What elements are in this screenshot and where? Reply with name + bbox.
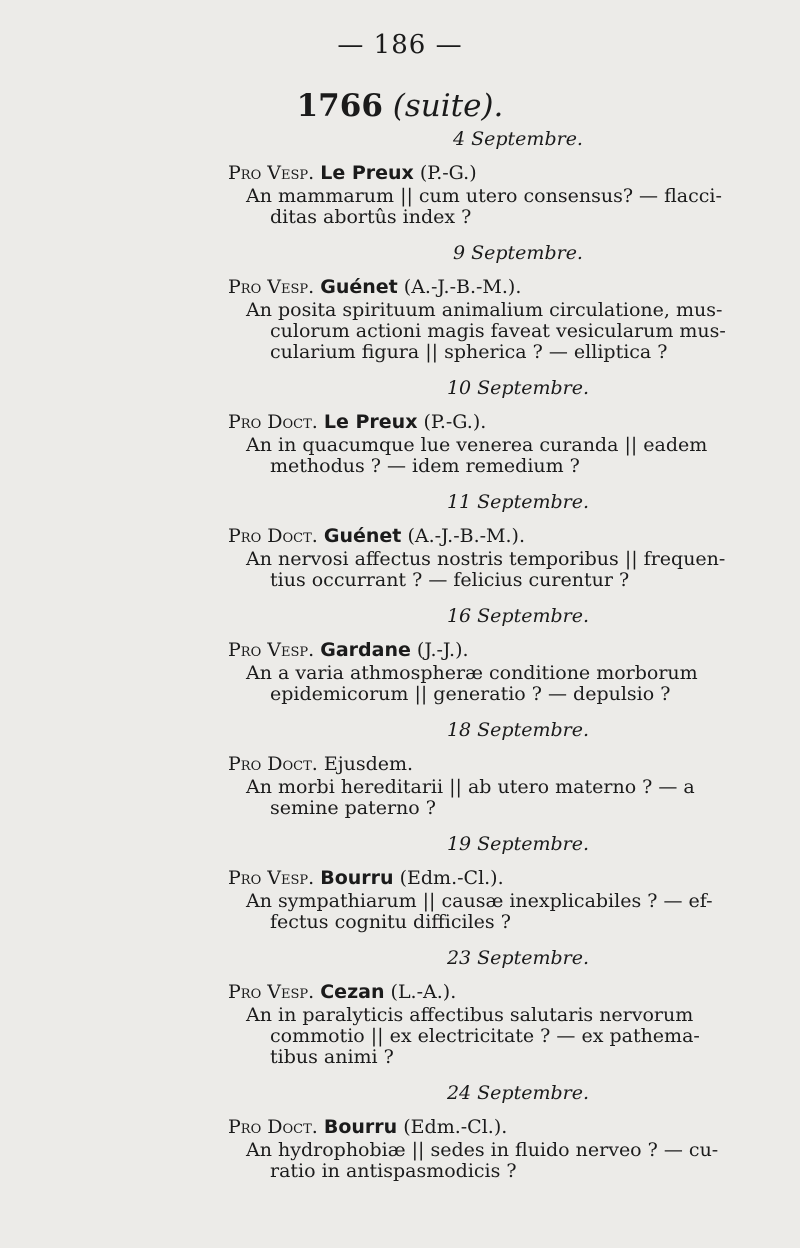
thesis-line: epidemicorum || generatio ? — depulsio ? [270, 683, 671, 705]
entry-date: 23 Septembre. [446, 947, 590, 969]
thesis-line: semine paterno ? [270, 797, 436, 819]
thesis-question [228, 186, 768, 228]
entry-date: 16 Septembre. [446, 605, 590, 627]
thesis-question [228, 549, 768, 591]
entry-date: 24 Septembre. [446, 1082, 590, 1104]
thesis-line: An a varia athmospheræ conditione morborum [246, 662, 698, 684]
thesis-line: An hydrophobiæ || sedes in fluido nerveo ? — cu- [246, 1139, 719, 1161]
candidate-name: Gardane [320, 639, 411, 661]
candidate-name: Le Preux [320, 162, 414, 184]
thesis-entry [228, 491, 768, 591]
thesis-line: An mammarum || cum utero consensus? — flacci- [246, 185, 722, 207]
thesis-line: tius occurrant ? — felicius curentur ? [270, 569, 630, 591]
thesis-entry [228, 833, 768, 933]
degree-label: Pro Vesp. [228, 981, 315, 1003]
thesis-line: fectus cognitu difficiles ? [270, 911, 511, 933]
thesis-question [228, 435, 768, 477]
entry-heading [228, 981, 768, 1003]
thesis-entry [228, 377, 768, 477]
thesis-line: tibus animi ? [270, 1046, 394, 1068]
thesis-line: commotio || ex electricitate ? — ex pathema- [270, 1025, 700, 1047]
entry-date: 9 Septembre. [453, 242, 583, 264]
thesis-list [228, 128, 768, 1196]
thesis-question [228, 1140, 768, 1182]
thesis-entry [228, 947, 768, 1068]
degree-label: Pro Vesp. [228, 867, 315, 889]
candidate-name: Le Preux [323, 411, 418, 433]
candidate-initials: (J.-J.). [416, 639, 469, 661]
degree-label: Pro Vesp. [228, 276, 315, 298]
thesis-line: An in quacumque lue venerea curanda || eadem [246, 434, 708, 456]
thesis-line: An morbi hereditarii || ab utero materno ? — a [246, 776, 695, 798]
entry-heading [228, 1116, 768, 1138]
degree-label: Pro Doct. [228, 1116, 318, 1138]
entry-heading [228, 753, 768, 775]
candidate-name: Bourru [323, 1116, 398, 1138]
degree-label: Pro Doct. [228, 753, 318, 775]
thesis-line: culorum actioni magis faveat vesicularum mus- [270, 320, 726, 342]
thesis-question [228, 891, 768, 933]
thesis-line: ditas abortûs index ? [270, 206, 472, 228]
thesis-line: An sympathiarum || causæ inexplicabiles ? — ef- [246, 890, 713, 912]
thesis-line: An nervosi affectus nostris temporibus || frequen- [246, 548, 726, 570]
entry-heading [228, 867, 768, 889]
year: 1766 [296, 88, 383, 124]
entry-heading [228, 162, 768, 184]
entry-date: 10 Septembre. [446, 377, 590, 399]
candidate-name: Guénet [323, 525, 402, 547]
thesis-entry [228, 1082, 768, 1182]
degree-label: Pro Doct. [228, 525, 318, 547]
thesis-question [228, 1005, 768, 1068]
thesis-line: An posita spirituum animalium circulatione, mus- [246, 299, 723, 321]
entry-date: 18 Septembre. [446, 719, 590, 741]
candidate-name: Cezan [320, 981, 385, 1003]
thesis-entry [228, 605, 768, 705]
entry-heading [228, 276, 768, 298]
degree-label: Pro Vesp. [228, 639, 315, 661]
candidate-initials: (A.-J.-B.-M.). [407, 525, 525, 547]
degree-label: Pro Doct. [228, 411, 318, 433]
thesis-question [228, 777, 768, 819]
thesis-entry [228, 719, 768, 819]
entry-heading [228, 525, 768, 547]
entry-heading [228, 639, 768, 661]
candidate-initials: (P.-G.). [423, 411, 487, 433]
page-number: — 186 — [337, 30, 463, 60]
degree-label: Pro Vesp. [228, 162, 315, 184]
candidate-initials: (Edm.-Cl.). [403, 1116, 508, 1138]
thesis-question [228, 663, 768, 705]
thesis-line: An in paralyticis affectibus salutaris nervorum [246, 1004, 694, 1026]
thesis-entry [228, 128, 768, 228]
entry-heading [228, 411, 768, 433]
year-suffix: (suite). [392, 88, 504, 124]
candidate-name: Guénet [320, 276, 398, 298]
thesis-line: cularium figura || spherica ? — elliptica ? [270, 341, 668, 363]
candidate-name: Bourru [320, 867, 394, 889]
thesis-question [228, 300, 768, 363]
entry-date: 4 Septembre. [453, 128, 583, 150]
entry-date: 11 Septembre. [446, 491, 590, 513]
candidate-initials: (L.-A.). [390, 981, 457, 1003]
candidate-initials: Ejusdem. [323, 753, 414, 775]
candidate-initials: (Edm.-Cl.). [399, 867, 504, 889]
thesis-entry [228, 242, 768, 363]
candidate-initials: (P.-G.) [419, 162, 477, 184]
thesis-line: methodus ? — idem remedium ? [270, 455, 580, 477]
entry-date: 19 Septembre. [446, 833, 590, 855]
thesis-line: ratio in antispasmodicis ? [270, 1160, 517, 1182]
candidate-initials: (A.-J.-B.-M.). [403, 276, 522, 298]
year-heading [0, 88, 800, 124]
